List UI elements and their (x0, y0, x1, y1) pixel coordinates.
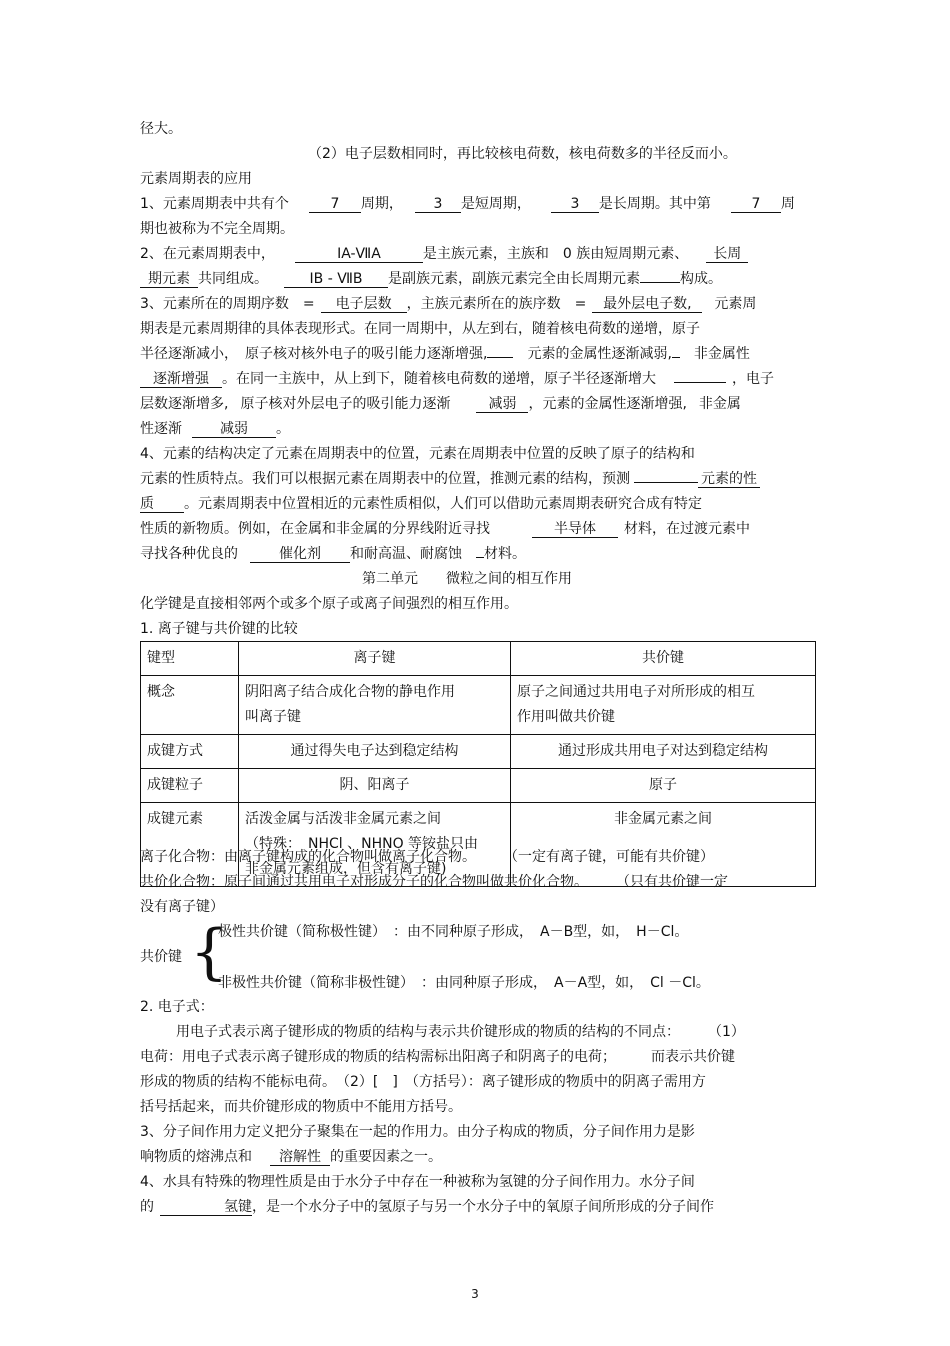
fill-blank: 最外层电子数, (592, 297, 702, 313)
row-label: 成键方式 (141, 735, 239, 769)
text-line: 4、水具有特殊的物理性质是由于水分子中存在一种被称为氢键的分子间作用力。水分子间 (140, 1174, 695, 1190)
fill-blank: 元素的性 (698, 472, 760, 488)
text-line: 共价键 (140, 949, 182, 965)
table-cell: 阴、阳离子 (239, 769, 511, 803)
text-line: 质 。元素周期表中位置相近的元素性质相似，人们可以借助元素周期表研究合成有特定 (140, 496, 702, 512)
table-cell: 原子 (511, 769, 816, 803)
text-line: 电荷：用电子式表示离子键形成的物质的结构需标出阳离子和阴离子的电荷； 而表示共价键 (140, 1049, 735, 1065)
fill-blank: 长周 (706, 247, 748, 263)
row-label: 成键粒子 (141, 769, 239, 803)
curly-brace-icon: { (190, 917, 229, 987)
fill-blank: 期元素 (140, 272, 198, 288)
text-line: （2）电子层数相同时，再比较核电荷数，核电荷数多的半径反而小。 (308, 146, 737, 162)
fill-blank: ⅠA-ⅦA (295, 247, 423, 263)
text-line: 1、元素周期表中共有个 7 周期， 3 是短周期， 3 是长周期。其中第 7 周 (140, 196, 795, 212)
table-row (141, 676, 816, 735)
row-label: 概念 (141, 676, 239, 735)
text-line: 2、在元素周期表中， ⅠA-ⅦA 是主族元素，主族和 0 族由短周期元素、 长周 (140, 247, 748, 263)
section-heading: 元素周期表的应用 (140, 171, 252, 187)
fill-blank: 逐渐增强 (140, 372, 222, 388)
text-line: 期也被称为不完全周期。 (140, 221, 294, 237)
fill-blank (487, 356, 513, 358)
table-cell: 原子之间通过共用电子对所形成的相互 作用叫做共价键 (511, 676, 816, 735)
fill-blank: 电子层数 (321, 297, 407, 313)
table-cell: 通过形成共用电子对达到稳定结构 (511, 735, 816, 769)
text-line: 半径逐渐减小， 原子核对核外电子的吸引能力逐渐增强, 元素的金属性逐渐减弱, 非金属性 (140, 346, 750, 362)
table-row (141, 735, 816, 769)
fill-blank (672, 356, 680, 358)
text-line: 共价化合物：原子间通过共用电子对形成分子的化合物叫做共价化合物。 （只有共价键一定 (140, 874, 728, 890)
text-line: 的 氢键，是一个水分子中的氢原子与另一个水分子中的氧原子间所形成的分子间作 (140, 1199, 714, 1215)
text-line: 层数逐渐增多, 原子核对外层电子的吸引能力逐渐 减弱 ，元素的金属性逐渐增强, 非金属 (140, 396, 741, 412)
fill-blank: ⅠB - ⅦB (284, 272, 388, 288)
fill-blank: 3 (415, 197, 461, 213)
fill-blank: 3 (551, 197, 599, 213)
text-line: 期表是元素周期律的具体表现形式。在同一周期中，从左到右，随着核电荷数的递增，原子 (140, 321, 700, 337)
text-line: 元素的性质特点。我们可以根据元素在周期表中的位置，推测元素的结构，预测 元素的性 (140, 472, 760, 488)
header-cell: 离子键 (239, 642, 511, 676)
text-line: 3、分子间作用力定义把分子聚集在一起的作用力。由分子构成的物质，分子间作用力是影 (140, 1124, 695, 1140)
text-line: 寻找各种优良的 催化剂 和耐高温、耐腐蚀 材料。 (140, 546, 526, 562)
header-cell: 共价键 (511, 642, 816, 676)
text-line: 4、元素的结构决定了元素在周期表中的位置，元素在周期表中位置的反映了原子的结构和 (140, 446, 695, 462)
text-line: 径大。 (140, 121, 182, 137)
fill-blank: 溶解性 (270, 1150, 330, 1166)
fill-blank: 半导体 (532, 522, 618, 538)
table-cell: 阴阳离子结合成化合物的静电作用 叫离子键 (239, 676, 511, 735)
table-cell: 通过得失电子达到稳定结构 (239, 735, 511, 769)
fill-blank: 催化剂 (250, 547, 350, 563)
table-cell: 非金属元素之间 (511, 803, 816, 887)
fill-blank (634, 481, 698, 483)
text-line: 极性共价键（简称极性键） ：由不同种原子形成， A－B型，如， H－Cl。 (218, 924, 689, 940)
row-label: 成键元素 (141, 803, 239, 887)
table-cell: 活泼金属与活泼非金属元素之间 （特殊： NHCl 、NHNO 等铵盐只由 非金属元素组成，但含有离子键) (239, 803, 511, 887)
fill-blank: 减弱 (476, 397, 528, 413)
fill-blank: 氢键 (160, 1200, 252, 1216)
text-line: 性逐渐 减弱 。 (140, 421, 290, 437)
fill-blank (640, 281, 680, 283)
section-title: 第二单元 微粒之间的相互作用 (362, 571, 572, 587)
text-line: 3、元素所在的周期序数 = 电子层数 ，主族元素所在的族序数 = 最外层电子数, 元素周 (140, 296, 757, 312)
text-line: 离子化合物：由离子键构成的化合物叫做离子化合物。 （一定有离子键，可能有共价键） (140, 849, 714, 865)
text-line: 响物质的熔沸点和 溶解性 的重要因素之一。 (140, 1149, 442, 1165)
fill-blank: 质 (140, 497, 184, 513)
subsection-heading: 1. 离子键与共价键的比较 (140, 621, 298, 637)
fill-blank: 减弱 (192, 422, 276, 438)
subsection-heading: 2. 电子式： (140, 999, 214, 1015)
text-line: 形成的物质的结构不能标电荷。 （2）[ ] （方括号）：离子键形成的物质中的阴离子需用方 (140, 1074, 706, 1090)
table-header-row (141, 642, 816, 676)
text-line: 性质的新物质。例如，在金属和非金属的分界线附近寻找 半导体 材料，在过渡元素中 (140, 521, 750, 537)
text-line: 没有离子键） (140, 899, 224, 915)
header-cell: 键型 (141, 642, 239, 676)
fill-blank (674, 381, 726, 383)
fill-blank: 7 (731, 197, 781, 213)
fill-blank (476, 556, 484, 558)
page-number: 3 (471, 1287, 479, 1301)
text-line: 化学键是直接相邻两个或多个原子或离子间强烈的相互作用。 (140, 596, 518, 612)
fill-blank: 7 (309, 197, 361, 213)
text-line: 非极性共价键（简称非极性键） ：由同种原子形成， A－A型，如， Cl －Cl。 (218, 975, 710, 991)
text-line: 用电子式表示离子键形成的物质的结构与表示共价键形成的物质的结构的不同点： （1） (176, 1024, 745, 1040)
text-line: 期元素 共同组成。 ⅠB - ⅦB 是副族元素，副族元素完全由长周期元素 构成。 (140, 272, 722, 288)
table-row (141, 769, 816, 803)
text-line: 括号括起来，而共价键形成的物质中不能用方括号。 (140, 1099, 462, 1115)
text-line: 逐渐增强 。在同一主族中，从上到下，随着核电荷数的递增，原子半径逐渐增大 ，电子 (140, 372, 774, 388)
